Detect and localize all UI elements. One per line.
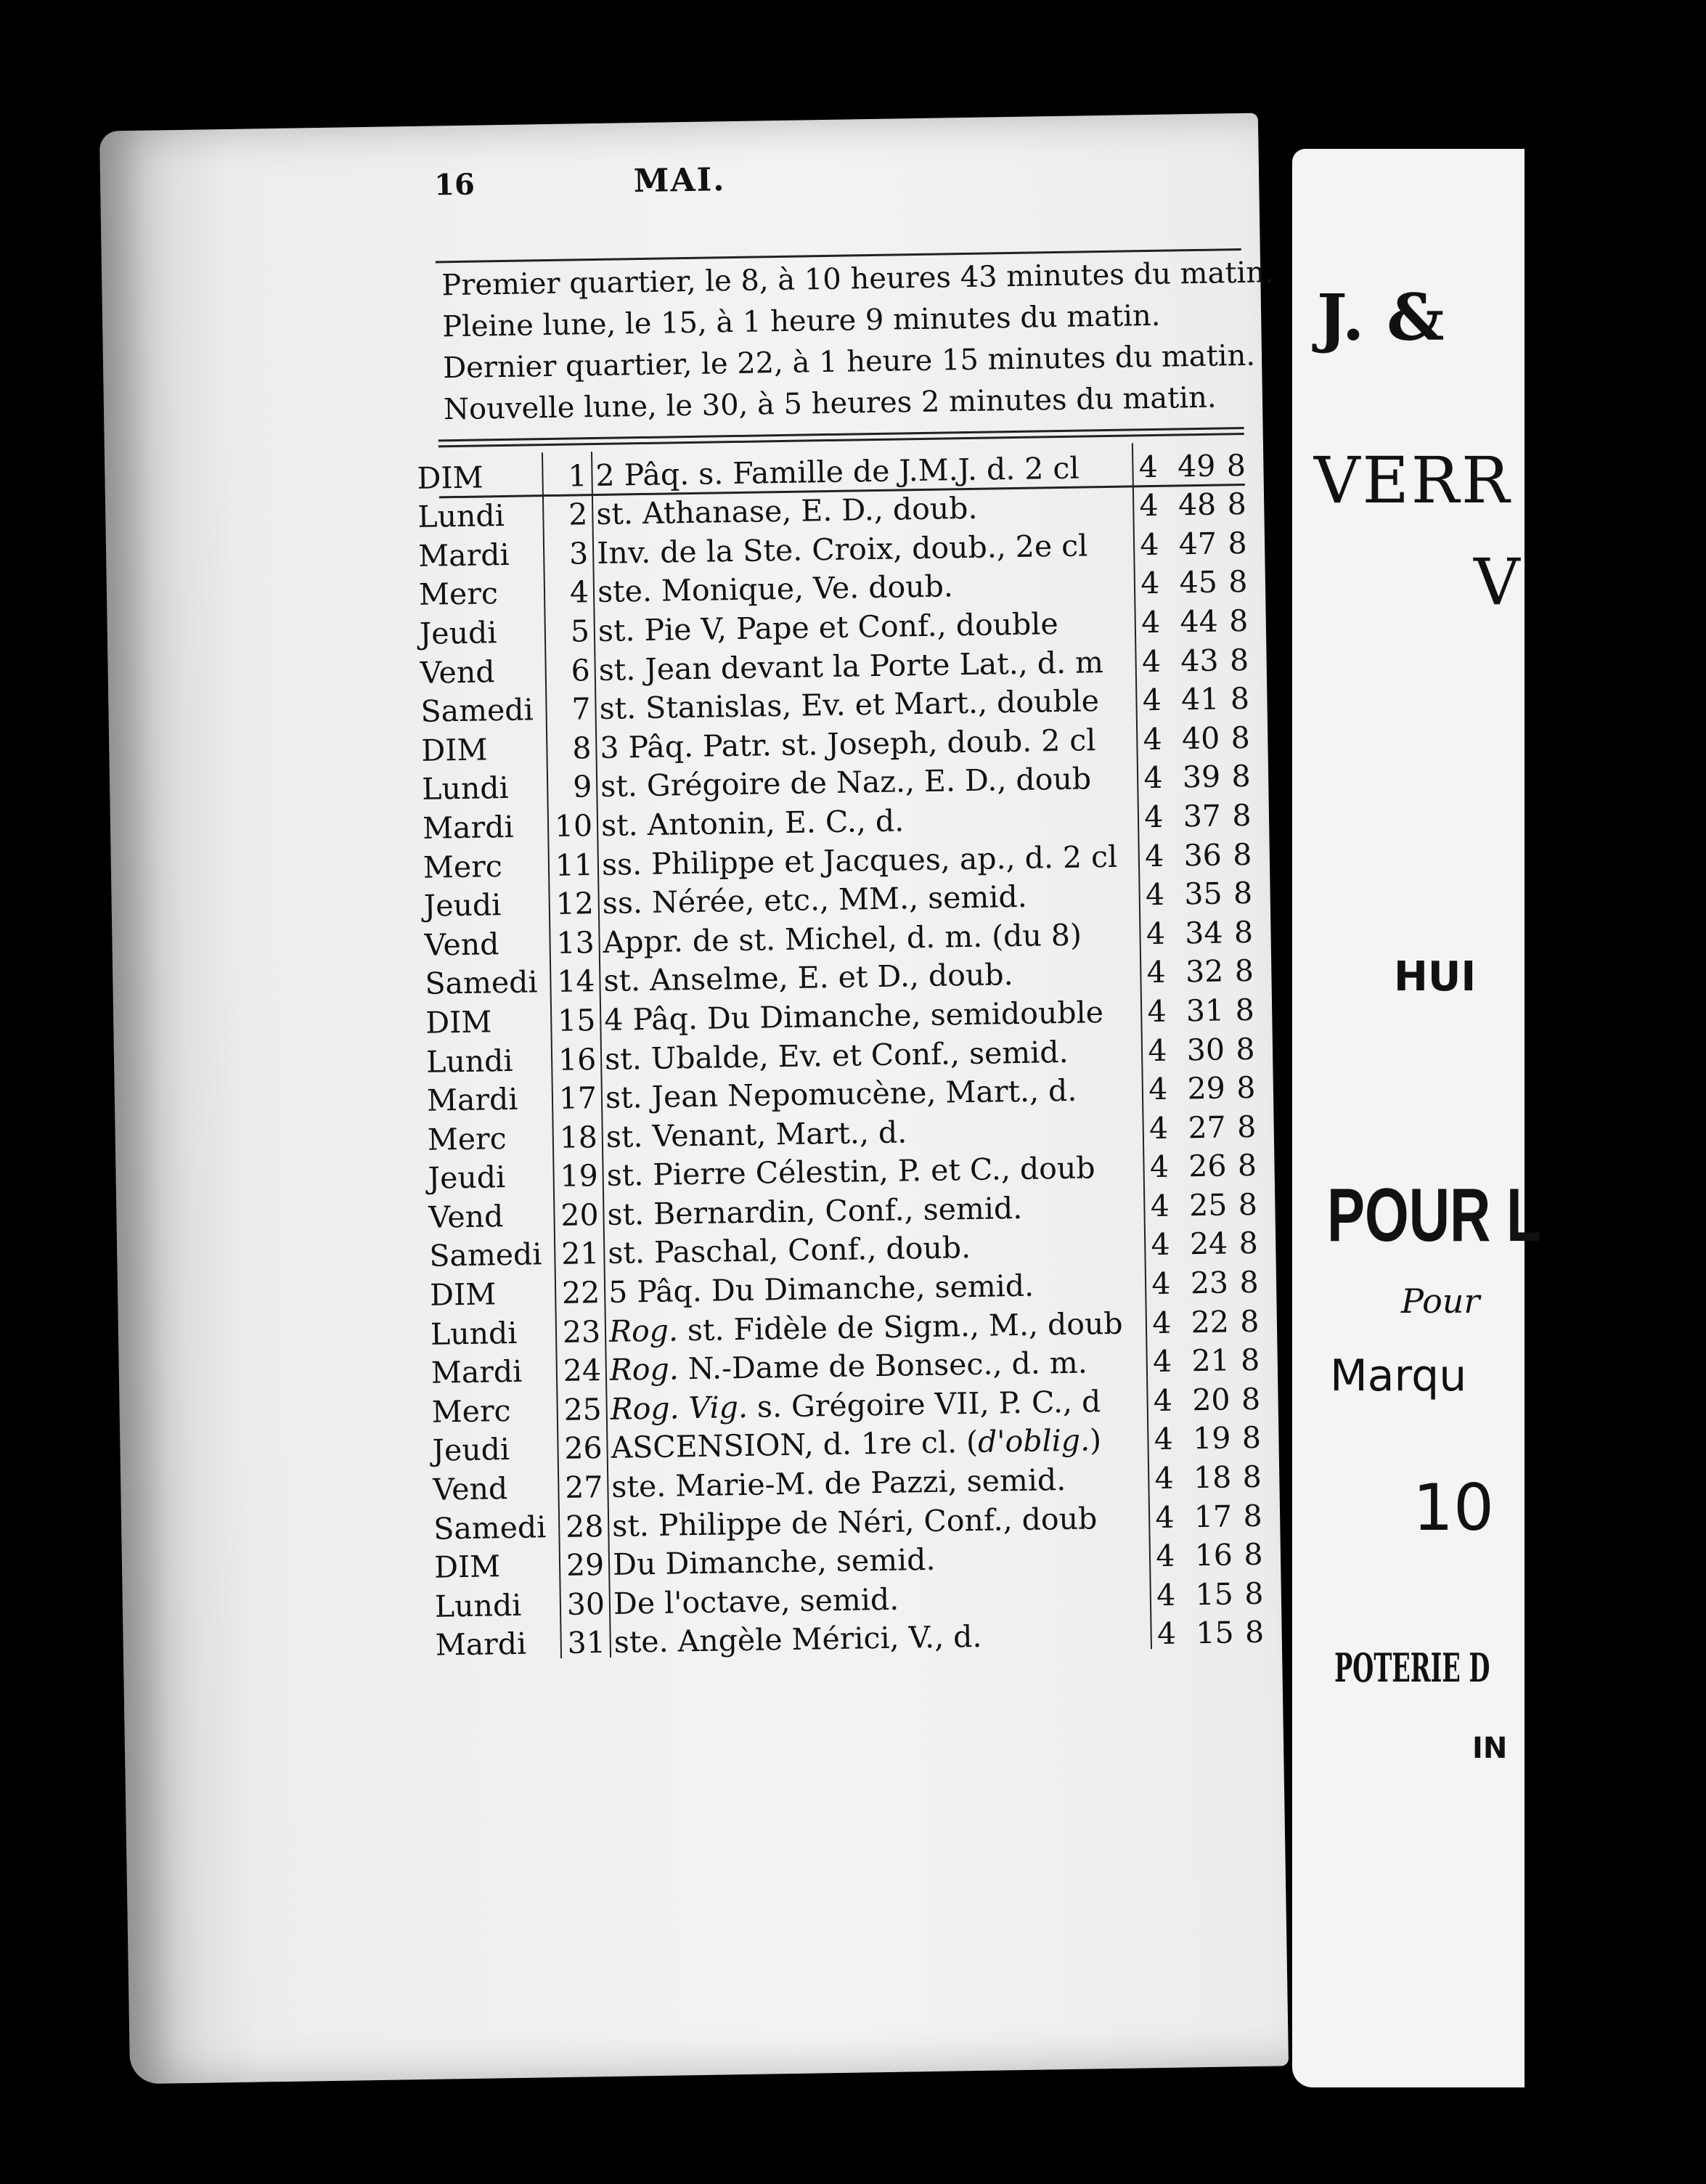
minute-cell: 49 (1177, 448, 1216, 484)
date-cell: 8 (547, 724, 597, 764)
minute-cell: 18 (1193, 1459, 1232, 1496)
hour-cell: 4 (1140, 910, 1171, 949)
weekday-cell: Mardi (435, 1626, 527, 1663)
feast-text: st. Fidèle de Sigm., M., doub (677, 1305, 1123, 1348)
sunset-cell: 8 (1232, 836, 1252, 872)
sunset-cell: 8 (1244, 1615, 1265, 1650)
hour-cell: 4 (1143, 1104, 1174, 1144)
minute-cell: 34 (1184, 915, 1223, 951)
moon-phase-line: Nouvelle lune, le 30, à 5 heures 2 minutes du matin. (443, 380, 1217, 427)
ad-line: Pour (1401, 1282, 1480, 1321)
sunset-cell: 8 (1233, 914, 1254, 950)
weekday-cell: Lundi (425, 1043, 513, 1080)
ad-line: Marqu (1330, 1350, 1467, 1401)
almanac-content (99, 113, 1289, 2085)
date-cell: 10 (548, 802, 598, 842)
hour-cell: 4 (1148, 1454, 1180, 1494)
ad-line: HUI (1394, 953, 1477, 1001)
feast-text: ASCENSION, d. 1re cl. ( (611, 1425, 979, 1466)
date-cell: 20 (554, 1191, 604, 1231)
minute-cell: 21 (1191, 1342, 1230, 1379)
sunset-cell: 8 (1239, 1264, 1259, 1300)
feast-text: st. Philippe de Néri, Conf., doub (611, 1500, 1098, 1544)
date-cell: 29 (560, 1541, 610, 1581)
weekday-cell: DIM (433, 1549, 501, 1585)
weekday-cell: Merc (431, 1393, 511, 1430)
feast-text: 2 Pâq. s. Famille de J.M.J. d. 2 cl (595, 450, 1079, 493)
bleed-through-text (125, 1717, 1283, 1735)
date-cell: 3 (544, 529, 594, 569)
feast-text: ste. Monique, Ve. doub. (597, 569, 954, 610)
sunset-cell: 8 (1240, 1342, 1260, 1378)
weekday-cell: Lundi (430, 1315, 518, 1352)
minute-cell: 39 (1182, 759, 1221, 795)
weekday-cell: Samedi (420, 692, 534, 730)
date-cell: 22 (555, 1268, 605, 1308)
hour-cell: 4 (1135, 637, 1167, 677)
feast-text: N.-Dame de Bonsec., d. m. (678, 1345, 1088, 1387)
advertisement-page (1292, 149, 1541, 2087)
weekday-cell: Lundi (421, 770, 510, 807)
date-cell: 16 (552, 1035, 602, 1075)
ad-line: 10 (1413, 1470, 1494, 1545)
minute-cell: 44 (1180, 603, 1219, 640)
feast-text: ss. Nérée, etc., MM., semid. (602, 879, 1028, 921)
minute-cell: 47 (1178, 526, 1217, 562)
minute-cell: 23 (1190, 1265, 1229, 1301)
date-cell: 26 (558, 1425, 608, 1464)
rogation-prefix: Rog. Vig. (610, 1389, 748, 1427)
date-cell: 14 (550, 958, 600, 998)
feast-text: 4 Pâq. Du Dimanche, semidouble (603, 995, 1104, 1038)
hour-cell: 4 (1138, 754, 1169, 793)
feast-text: ste. Angèle Mérici, V., d. (613, 1619, 982, 1661)
sunset-cell: 8 (1232, 797, 1252, 834)
hour-cell: 4 (1149, 1532, 1180, 1571)
feast-text: s. Grégoire VII, P. C., d (747, 1384, 1101, 1425)
weekday-cell: Mardi (422, 809, 514, 846)
feast-text: 5 Pâq. Du Dimanche, semid. (608, 1268, 1034, 1310)
hour-cell: 4 (1136, 676, 1167, 715)
ad-line: V (1474, 545, 1520, 619)
obligation-note: d'oblig. (977, 1422, 1090, 1460)
minute-cell: 17 (1193, 1499, 1233, 1534)
moon-phases (441, 253, 1275, 431)
minute-cell: 29 (1187, 1070, 1226, 1107)
weekday-cell: DIM (429, 1276, 497, 1313)
ad-line: POTERIE D (1334, 1645, 1490, 1691)
sunset-cell: 8 (1238, 1226, 1259, 1261)
rogation-prefix: Rog. (609, 1351, 679, 1388)
minute-cell: 19 (1192, 1420, 1231, 1456)
weekday-cell: Samedi (425, 964, 538, 1002)
minute-cell: 30 (1186, 1032, 1225, 1067)
weekday-cell: Vend (433, 1471, 508, 1507)
minute-cell: 37 (1183, 798, 1222, 834)
minute-cell: 15 (1196, 1615, 1234, 1651)
sunset-cell: 8 (1230, 720, 1251, 756)
date-cell: 30 (560, 1580, 611, 1620)
feast-text: ss. Philippe et Jacques, ap., d. 2 cl (601, 839, 1118, 882)
minute-cell: 26 (1188, 1148, 1227, 1184)
sunset-cell: 8 (1228, 603, 1249, 639)
hour-cell: 4 (1133, 481, 1164, 521)
minute-cell: 24 (1189, 1226, 1228, 1262)
moon-phase-line: Premier quartier, le 8, à 10 heures 43 minutes du matin. (441, 256, 1275, 303)
weekday-cell: Merc (418, 576, 499, 613)
hour-cell: 4 (1141, 987, 1172, 1027)
weekday-cell: Jeudi (423, 887, 502, 924)
weekday-cell: DIM (425, 1004, 492, 1040)
hour-cell: 4 (1135, 598, 1166, 637)
sunset-cell: 8 (1235, 992, 1255, 1028)
minute-cell: 27 (1188, 1109, 1227, 1146)
hour-cell: 4 (1145, 1221, 1176, 1260)
weekday-cell: Samedi (428, 1236, 542, 1274)
ad-line: VERR (1314, 443, 1512, 518)
weekday-cell: Vend (428, 1199, 504, 1235)
hour-cell: 4 (1144, 1182, 1175, 1221)
minute-cell: 31 (1185, 993, 1225, 1029)
hour-cell: 4 (1142, 1065, 1173, 1104)
date-cell: 1 (542, 452, 592, 492)
sunset-cell: 8 (1238, 1186, 1258, 1223)
weekday-cell: Jeudi (432, 1432, 510, 1469)
sunset-cell: 8 (1229, 642, 1249, 677)
date-cell: 23 (556, 1308, 606, 1348)
sunset-cell: 8 (1236, 1069, 1256, 1106)
hour-cell: 4 (1141, 1027, 1172, 1066)
weekday-cell: Mardi (430, 1354, 523, 1390)
hour-cell: 4 (1134, 560, 1165, 599)
sunset-cell: 8 (1231, 759, 1252, 794)
feast-text: De l'octave, semid. (613, 1581, 899, 1621)
feast-cell (592, 443, 1133, 493)
weekday-cell: Jeudi (428, 1160, 506, 1197)
feast-text: st. Jean Nepomucène, Mart., d. (605, 1072, 1077, 1116)
weekday-cell: Merc (427, 1120, 507, 1157)
minute-cell: 35 (1184, 876, 1223, 912)
minute-cell: 45 (1179, 564, 1218, 600)
sunset-cell: 8 (1233, 876, 1253, 911)
minute-cell: 40 (1181, 720, 1220, 757)
minute-cell: 25 (1188, 1187, 1228, 1223)
hour-cell: 4 (1138, 793, 1169, 832)
hour-cell: 4 (1143, 1143, 1175, 1182)
feast-text: ste. Marie-M. de Pazzi, semid. (611, 1462, 1066, 1504)
hour-cell: 4 (1132, 443, 1164, 482)
date-cell: 11 (549, 841, 599, 881)
feast-text: st. Venant, Mart., d. (605, 1115, 907, 1154)
moon-phase-line: Dernier quartier, le 22, à 1 heure 15 minutes du matin. (442, 338, 1256, 386)
weekday-cell: Jeudi (419, 615, 497, 651)
feast-text: st. Antonin, E. C., d. (600, 803, 905, 843)
sunset-cell: 8 (1236, 1031, 1255, 1067)
minute-cell: 43 (1180, 643, 1219, 678)
ad-line: J. & (1317, 280, 1445, 355)
sunset-cell: 8 (1244, 1536, 1263, 1573)
hour-cell: 4 (1147, 1377, 1178, 1416)
date-cell: 21 (555, 1230, 605, 1270)
weekday-cell: DIM (421, 732, 488, 768)
feast-text: Inv. de la Ste. Croix, doub., 2e cl (596, 528, 1088, 571)
weekday-cell: Samedi (433, 1509, 547, 1547)
sunset-cell: 8 (1228, 525, 1247, 561)
minute-cell: 15 (1195, 1576, 1234, 1613)
date-cell: 4 (544, 569, 595, 608)
minute-cell: 32 (1185, 953, 1224, 990)
moon-phase-line: Pleine lune, le 15, à 1 heure 9 minutes du matin. (441, 298, 1161, 344)
date-cell: 9 (547, 763, 597, 803)
weekday-cell: Vend (420, 653, 495, 690)
minute-cell: 22 (1191, 1304, 1230, 1340)
date-cell: 24 (557, 1347, 607, 1387)
ad-line: IN (1472, 1732, 1508, 1765)
weekday-cell: Vend (424, 926, 499, 963)
feast-text: st. Ubalde, Ev. et Conf., semid. (604, 1034, 1069, 1077)
feast-text: st. Pie V, Pape et Conf., double (597, 606, 1059, 648)
sunset-cell: 8 (1227, 486, 1247, 522)
date-cell: 2 (543, 491, 593, 531)
minute-cell: 41 (1180, 681, 1220, 717)
minute-cell: 16 (1194, 1537, 1233, 1573)
sunset-cell: 8 (1244, 1576, 1264, 1611)
weekday-cell: Merc (423, 848, 503, 885)
sunset-cell: 8 (1239, 1303, 1260, 1339)
minute-cell: 36 (1183, 837, 1223, 873)
date-cell: 6 (546, 646, 596, 686)
hour-cell: 4 (1150, 1571, 1181, 1610)
page-number: 16 (433, 167, 476, 203)
hour-cell: 4 (1149, 1494, 1180, 1533)
date-cell: 7 (546, 685, 596, 725)
calendar-table (417, 441, 1270, 1661)
date-cell: 17 (552, 1074, 603, 1114)
feast-suffix: ) (1089, 1422, 1102, 1458)
date-cell: 31 (561, 1619, 611, 1659)
date-cell: 19 (554, 1152, 604, 1192)
minute-cell: 20 (1191, 1382, 1230, 1418)
rogation-prefix: Rog. (608, 1313, 679, 1349)
sunset-cell: 8 (1241, 1420, 1262, 1456)
hour-cell: 4 (1151, 1610, 1182, 1649)
hour-cell: 4 (1137, 715, 1168, 754)
date-cell: 25 (558, 1385, 608, 1425)
minute-cell: 48 (1178, 486, 1217, 523)
ad-line: POUR L (1327, 1173, 1541, 1258)
feast-text: Appr. de st. Michel, d. m. (du 8) (603, 917, 1082, 960)
feast-text: st. Athanase, E. D., doub. (596, 490, 978, 532)
hour-cell: 4 (1146, 1299, 1177, 1338)
feast-text: st. Paschal, Conf., doub. (608, 1230, 971, 1271)
feast-text: st. Stanislas, Ev. et Mart., double (599, 683, 1100, 727)
sunset-cell: 8 (1234, 953, 1254, 989)
feast-text: st. Grégoire de Naz., E. D., doub (600, 761, 1092, 804)
date-cell: 12 (550, 880, 600, 920)
month-title: MAI. (633, 161, 726, 200)
sunset-cell: 8 (1230, 681, 1250, 717)
date-cell: 13 (550, 918, 600, 958)
date-cell: 28 (559, 1502, 609, 1542)
hour-cell: 4 (1145, 1260, 1176, 1299)
sunset-cell: 8 (1243, 1498, 1263, 1533)
sunset-cell: 8 (1228, 564, 1248, 600)
date-cell: 18 (553, 1113, 603, 1153)
feast-text: st. Pierre Célestin, P. et C., doub (606, 1150, 1095, 1194)
almanac-page (99, 113, 1289, 2085)
date-cell: 5 (545, 607, 595, 647)
sunset-cell: 8 (1237, 1148, 1257, 1183)
feast-text: st. Anselme, E. et D., doub. (603, 957, 1013, 999)
sunset-cell: 8 (1226, 447, 1246, 483)
hour-cell: 4 (1146, 1337, 1178, 1377)
feast-text: Du Dimanche, semid. (612, 1542, 936, 1583)
hour-cell: 4 (1133, 521, 1164, 560)
date-cell: 15 (551, 996, 601, 1036)
weekday-cell: Lundi (417, 498, 505, 535)
hour-cell: 4 (1139, 871, 1170, 910)
feast-text: 3 Pâq. Patr. st. Joseph, doub. 2 cl (600, 722, 1096, 765)
feast-text: st. Jean devant la Porte Lat., d. m (598, 644, 1104, 688)
weekday-cell: Mardi (417, 537, 510, 574)
sunset-cell: 8 (1241, 1381, 1261, 1417)
feast-text: st. Bernardin, Conf., semid. (607, 1190, 1023, 1232)
date-cell: 27 (558, 1463, 608, 1503)
weekday-cell: Lundi (434, 1587, 522, 1624)
hour-cell: 4 (1148, 1415, 1179, 1454)
sunset-cell: 8 (1242, 1459, 1262, 1495)
weekday-cell: Mardi (426, 1081, 518, 1118)
hour-cell: 4 (1138, 832, 1170, 871)
sunset-cell: 8 (1236, 1109, 1257, 1144)
weekday-cell: DIM (417, 460, 483, 496)
hour-cell: 4 (1140, 948, 1172, 987)
